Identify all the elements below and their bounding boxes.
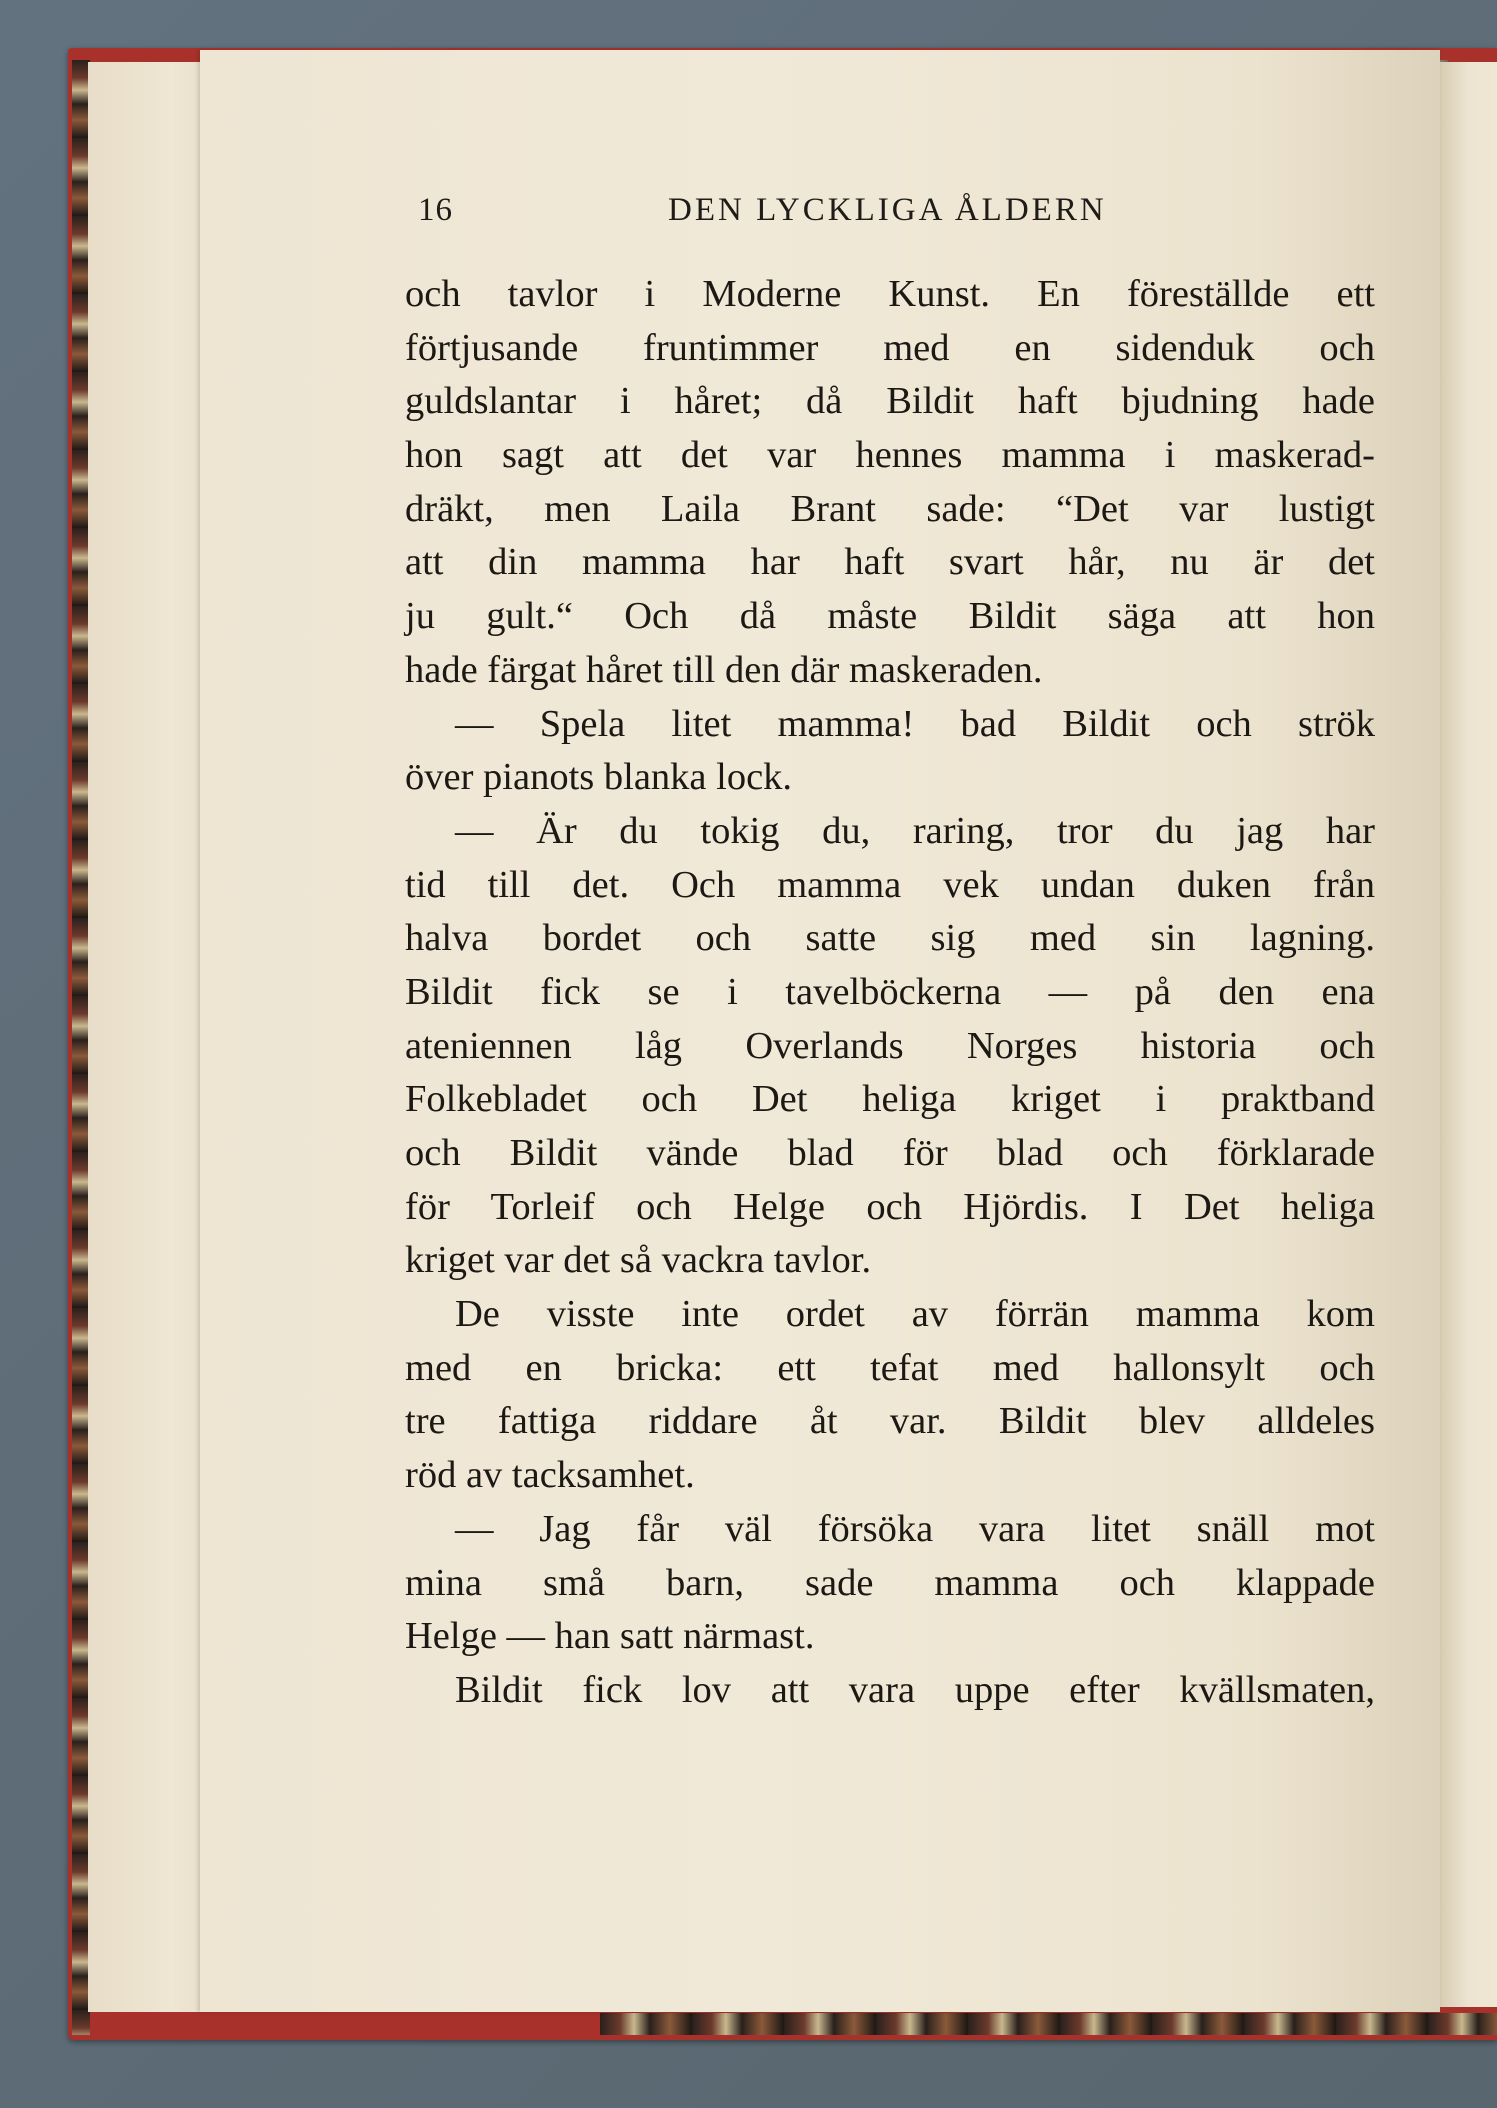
text-line: De visste inte ordet av förrän mamma kom (455, 1293, 1375, 1336)
text-line: över pianots blanka lock. (405, 756, 793, 799)
facing-page-edge (1440, 62, 1497, 2007)
text-line: dräkt, men Laila Brant sade: “Det var lustigt (405, 487, 1375, 530)
text-line: hade färgat håret till den där maskeraden. (405, 648, 1043, 691)
text-line: Bildit fick se i tavelböckerna — på den ena (405, 970, 1375, 1013)
text-line: och tavlor i Moderne Kunst. En föreställde ett (405, 273, 1375, 315)
page-number: 16 (418, 192, 453, 228)
text-line: Helge — han satt närmast. (405, 1615, 815, 1658)
text-line: Bildit fick lov att vara uppe efter kvällsmaten, (455, 1668, 1375, 1711)
marbled-edge-bottom (600, 2013, 1497, 2035)
running-header (418, 192, 1128, 240)
text-line: kriget var det så vackra tavlor. (405, 1239, 872, 1282)
text-line: mina små barn, sade mamma och klappade (405, 1561, 1375, 1604)
text-line: Folkebladet och Det heliga kriget i praktband (405, 1078, 1375, 1121)
running-title: DEN LYCKLIGA ÅLDERN (668, 192, 1107, 228)
text-line: — Är du tokig du, raring, tror du jag har (455, 809, 1375, 852)
text-line: röd av tacksamhet. (405, 1454, 695, 1497)
text-line: hon sagt att det var hennes mamma i maskerad- (405, 434, 1375, 477)
text-line: för Torleif och Helge och Hjördis. I Det heliga (405, 1185, 1375, 1228)
text-line: guldslantar i håret; då Bildit haft bjudning hade (405, 380, 1375, 423)
text-line: halva bordet och satte sig med sin lagning. (405, 917, 1375, 960)
body-text (405, 268, 1375, 1718)
text-line: — Jag får väl försöka vara litet snäll mot (455, 1507, 1375, 1550)
text-line: ju gult.“ Och då måste Bildit säga att hon (405, 595, 1375, 638)
text-line: och Bildit vände blad för blad och förklarade (405, 1132, 1375, 1174)
text-line: att din mamma har haft svart hår, nu är det (405, 541, 1375, 584)
text-line: förtjusande fruntimmer med en sidenduk och (405, 326, 1375, 369)
text-line: med en bricka: ett tefat med hallonsylt och (405, 1346, 1375, 1389)
text-line: ateniennen låg Overlands Norges historia och (405, 1024, 1375, 1067)
text-line: tre fattiga riddare åt var. Bildit blev alldeles (405, 1400, 1375, 1443)
text-line: tid till det. Och mamma vek undan duken från (405, 863, 1375, 906)
text-line: — Spela litet mamma! bad Bildit och strök (455, 702, 1375, 745)
